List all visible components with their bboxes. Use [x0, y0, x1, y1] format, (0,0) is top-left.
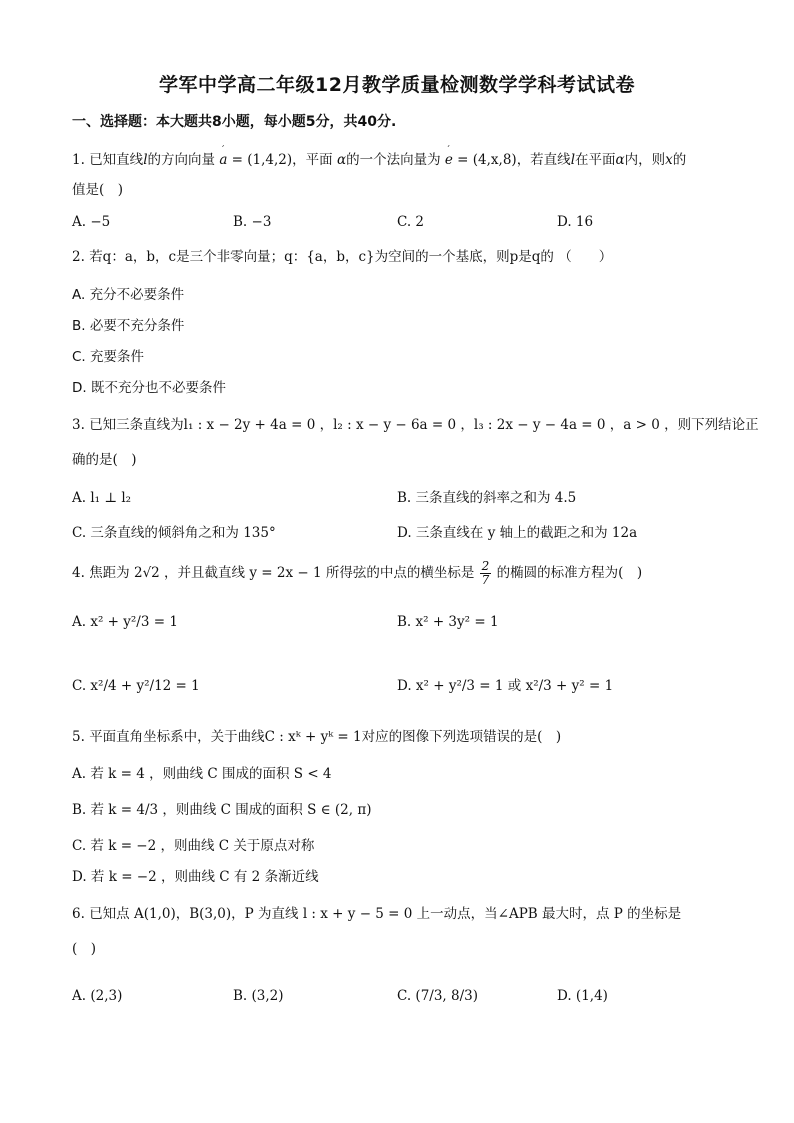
- q1-text: 内，则: [624, 152, 666, 168]
- q4-option-b[interactable]: B. x² + 3y² = 1: [397, 614, 499, 630]
- question-number: 4.: [72, 565, 85, 581]
- q5-option-d[interactable]: D. 若 k = −2 ，则曲线 C 有 2 条渐近线: [72, 869, 319, 885]
- q1-text: 的一个法向量为: [346, 152, 441, 168]
- q6-option-b[interactable]: B. (3,2): [233, 988, 284, 1004]
- question-number: 5.: [72, 729, 85, 745]
- question-4-stem: [72, 560, 642, 587]
- q2-text: 若q：a，b，c是三个非零向量；q：{a，b，c}为空间的一个基底，则p是q的 （ ）: [89, 249, 613, 265]
- q2-option-a[interactable]: A. 充分不必要条件: [72, 287, 185, 303]
- question-1-line-1: [72, 150, 686, 170]
- q4-option-d[interactable]: D. x² + y²/3 = 1 或 x²/3 + y² = 1: [397, 678, 614, 694]
- q2-option-c[interactable]: C. 充要条件: [72, 349, 145, 365]
- q4-option-a[interactable]: A. x² + y²/3 = 1: [72, 614, 178, 630]
- page-title: 学军中学高二年级12月教学质量检测数学学科考试试卷: [159, 74, 635, 96]
- q3-option-a[interactable]: A. l₁ ⊥ l₂: [72, 490, 132, 506]
- q1-option-b[interactable]: B. −3: [233, 214, 272, 230]
- q1-text: ，若直线: [516, 152, 571, 168]
- question-number: 1.: [72, 152, 85, 168]
- alpha-symbol: α: [615, 152, 625, 168]
- q5-option-c[interactable]: C. 若 k = −2 ，则曲线 C 关于原点对称: [72, 838, 315, 854]
- q1-text: 的: [672, 152, 687, 168]
- q1-text: 已知直线: [89, 152, 144, 168]
- q3-option-d[interactable]: D. 三条直线在 y 轴上的截距之和为 12a: [397, 525, 638, 541]
- vector-a-value: = (1,4,2): [227, 152, 293, 168]
- question-number: 6.: [72, 906, 85, 922]
- q1-text: ，平面: [292, 152, 333, 168]
- fraction-2-7: $\frac{2}{7}$: [481, 559, 490, 587]
- q6-option-d[interactable]: D. (1,4): [557, 988, 608, 1004]
- question-3-line-2: 确的是( ): [72, 452, 137, 468]
- q1-text: 在平面: [575, 152, 616, 168]
- q2-option-d[interactable]: D. 既不充分也不必要条件: [72, 380, 226, 396]
- vector-a: ´ a: [219, 150, 227, 170]
- q6-option-c[interactable]: C. (7/3, 8/3): [397, 988, 478, 1004]
- q6-option-a[interactable]: A. (2,3): [72, 988, 123, 1004]
- var-l: l: [143, 152, 148, 168]
- q1-text: 的方向向量: [147, 152, 216, 168]
- alpha-symbol: α: [336, 152, 347, 168]
- q3-option-c[interactable]: C. 三条直线的倾斜角之和为 135°: [72, 525, 276, 541]
- q4-option-c[interactable]: C. x²/4 + y²/12 = 1: [72, 678, 200, 694]
- question-3-line-1: [72, 415, 759, 435]
- q3-option-b[interactable]: B. 三条直线的斜率之和为 4.5: [397, 490, 577, 506]
- q1-option-a[interactable]: A. −5: [72, 214, 111, 230]
- section-heading: 一、选择题：本大题共8小题，每小题5分，共40分.: [72, 114, 397, 130]
- var-l: l: [570, 152, 576, 168]
- vector-e-value: = (4,x,8): [452, 152, 517, 168]
- question-5-stem: [72, 727, 561, 747]
- q1-option-c[interactable]: C. 2: [397, 214, 425, 230]
- question-6-line-2: ( ): [72, 941, 97, 957]
- q5-option-a[interactable]: A. 若 k = 4 ，则曲线 C 围成的面积 S < 4: [72, 766, 332, 782]
- q4-text: 的椭圆的标准方程为( ): [496, 565, 643, 581]
- question-2-stem: [72, 247, 612, 267]
- question-number: 3.: [72, 417, 85, 433]
- q1-option-d[interactable]: D. 16: [557, 214, 594, 230]
- q4-text: 焦距为 2√2 ，并且截直线 y = 2x − 1 所得弦的中点的横坐标是: [89, 565, 475, 581]
- q3-text: 已知三条直线为l₁ : x − 2y + 4a = 0 ，l₂ : x − y − 6a = 0 ，l₃ : 2x − y − 4a = 0 ，a > 0 ，则下列结论正: [89, 417, 759, 433]
- question-6-line-1: [72, 904, 681, 924]
- q5-text: 平面直角坐标系中，关于曲线C : xᵏ + yᵏ = 1对应的图像下列选项错误的是( ): [89, 729, 562, 745]
- var-x: x: [665, 152, 673, 168]
- vector-e: ´ e: [445, 150, 453, 170]
- q6-text: 已知点 A(1,0)，B(3,0)，P 为直线 l : x + y − 5 = 0 上一动点，当∠APB 最大时，点 P 的坐标是: [89, 906, 682, 922]
- question-1-line-2: 值是( ): [72, 182, 124, 198]
- q5-option-b[interactable]: B. 若 k = 4/3 ，则曲线 C 围成的面积 S ∈ (2, π): [72, 802, 372, 818]
- q2-option-b[interactable]: B. 必要不充分条件: [72, 318, 185, 334]
- question-number: 2.: [72, 249, 85, 265]
